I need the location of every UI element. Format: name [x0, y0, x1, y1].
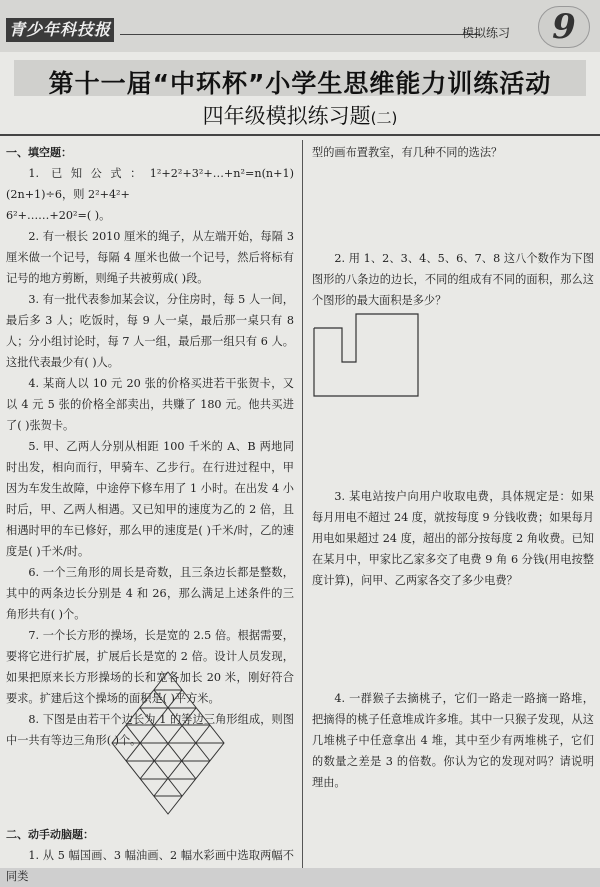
- problem-2: 2. 用 1、2、3、4、5、6、7、8 这八个数作为下图图形的八条边的边长，不同的组成有不同的面积，那么这个图形的最大面积是多少？: [312, 252, 594, 307]
- section-heading-hands-on: 二、动手动脑题：: [6, 828, 94, 841]
- question-1: 1. 已知公式：1²+2²+3²+…+n²=n(n+1)(2n+1)÷6，则 2²+4²+: [6, 167, 294, 201]
- problem-1: 1. 从 5 幅国画、3 幅油画、2 幅水彩画中选取两幅不同类: [6, 849, 294, 883]
- question-1-cont: 6²+……+20²=( )。: [6, 209, 111, 222]
- question-3: 3. 有一批代表参加某会议，分住房时，每 5 人一间，最后多 3 人；吃饭时，每 9 人一桌，最后那一桌只有 8 人；分小组讨论时，每 7 人一组，最后那一组只有 6 人。这批代表最少有( )人。: [6, 293, 294, 369]
- right-column-top: [312, 142, 594, 163]
- left-column: [6, 142, 294, 751]
- question-4: 4. 某商人以 10 元 20 张的价格买进若干张贺卡，又以 4 元 5 张的价格全部卖出，共赚了 180 元。他共买进了( )张贺卡。: [6, 377, 294, 432]
- page-subtitle: [0, 100, 600, 130]
- brand-logo: 青少年科技报: [6, 18, 114, 42]
- section-heading-fill: 一、填空题：: [6, 146, 72, 159]
- notched-rectangle-figure: [312, 310, 422, 398]
- subtitle-main: 四年级模拟练习题: [202, 104, 371, 128]
- question-2: 2. 有一根长 2010 厘米的绳子，从左端开始，每隔 3 厘米做一个记号，每隔 4 厘米也做一个记号，然后将标有记号的地方剪断，则绳子共被剪成( )段。: [6, 230, 294, 285]
- triangle-grid-figure: [108, 670, 228, 816]
- page-title: 第十一届“中环杯”小学生思维能力训练活动: [48, 69, 552, 98]
- page-number: 9: [538, 6, 590, 48]
- question-8: 8. 下图是由若干个边长为 1 的等边三角形组成，则图中一共有等边三角形( )个。: [6, 713, 294, 747]
- right-problem-2: [312, 248, 594, 311]
- section-name: 模拟练习: [462, 26, 511, 40]
- question-5: 5. 甲、乙两人分别从相距 100 千米的 A、B 两地同时出发，相向而行，甲骑车、乙步行。在行进过程中，甲因为车发生故障，中途停下修车用了 1 小时。在出发 4 小时后，甲、乙两人相遇。又已知甲的速度为乙的 2 倍，且相遇时甲的车已修好，那么甲的速度是( )千米/时，乙的速度是( )千米/时。: [6, 440, 294, 558]
- header-rule: [120, 34, 480, 35]
- question-6: 6. 一个三角形的周长是奇数，且三条边长都是整数，其中的两条边长分别是 4 和 26，那么满足上述条件的三角形共有( )个。: [6, 566, 294, 621]
- title-rule: [0, 134, 600, 136]
- left-column-bottom: [6, 824, 294, 887]
- right-problem-3: [312, 486, 594, 591]
- question-7: 7. 一个长方形的操场，长是宽的 2.5 倍。根据需要，要将它进行扩展，扩展后长是宽的 2 倍。设计人员发现，如果把原来长方形操场的长和宽各加长 20 米，刚好符合要求。扩建后这个操场的面积是( )平方米。: [6, 629, 294, 705]
- problem-3: 3. 某电站按户向用户收取电费，具体规定是：如果每月用电不超过 24 度，就按每度 9 分钱收费；如果每月用电如果超过 24 度，超出的部分按每度 2 角收费。已知在某月中，甲家比乙家多交了电费 9 角 6 分钱(用电按整度计算)，问甲、乙两家各交了多少电费？: [312, 490, 594, 587]
- problem-1-cont: 型的画布置教室，有几种不同的选法？: [312, 146, 503, 159]
- right-problem-4: [312, 688, 594, 793]
- column-divider: [302, 140, 303, 868]
- problem-4: 4. 一群猴子去摘桃子，它们一路走一路摘一路堆，把摘得的桃子任意堆成许多堆。其中一只猴子发现，从这几堆桃子中任意拿出 4 堆，其中至少有两堆桃子，它们的数量之差是 3 的倍数。你认为它的发现对吗？请说明理由。: [312, 692, 594, 789]
- subtitle-suffix: (二): [370, 109, 398, 127]
